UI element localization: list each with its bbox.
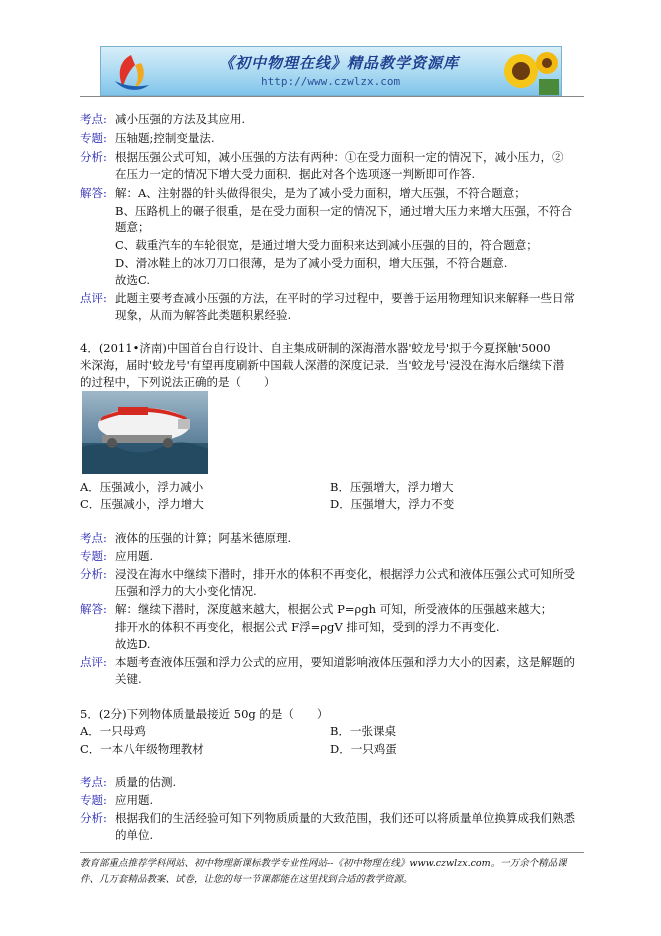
option-b: B．一张课桌 bbox=[330, 724, 396, 738]
dianping-label: 点评: bbox=[80, 291, 107, 305]
kaodian-text: 质量的估测. bbox=[115, 775, 177, 789]
dianping-text: 本题考查液体压强和浮力公式的应用，要知道影响液体压强和浮力大小的因素，这是解题的 bbox=[115, 655, 575, 669]
kaodian-label: 考点: bbox=[80, 531, 107, 545]
jieda-text: 排开水的体积不再变化，根据公式 F浮=ρgV 排可知，受到的浮力不再变化. bbox=[115, 620, 500, 634]
option-a: A．一只母鸡 bbox=[80, 724, 146, 738]
question-stem: 的过程中，下列说法正确的是（ ） bbox=[80, 375, 276, 389]
dianping-text: 现象，从而为解答此类题积累经验. bbox=[115, 308, 292, 322]
jieda-text: 题意； bbox=[115, 220, 150, 234]
jieda-text: D、滑冰鞋上的冰刀刀口很薄，是为了减小受力面积，增大压强，不符合题意. bbox=[115, 256, 508, 270]
question-stem: 米深海，届时'蛟龙号'有望再度刷新中国载人深潜的深度记录．当'蛟龙号'浸没在海水后继续下潜 bbox=[80, 358, 565, 372]
site-logo-icon bbox=[109, 51, 153, 93]
banner-title: 《初中物理在线》精品教学资源库 bbox=[219, 54, 460, 72]
submersible-photo bbox=[82, 391, 208, 474]
kaodian-text: 液体的压强的计算；阿基米德原理. bbox=[115, 531, 292, 545]
fenxi-text: 压强和浮力的大小变化情况. bbox=[115, 584, 257, 598]
site-banner bbox=[100, 46, 562, 96]
fenxi-label: 分析: bbox=[80, 150, 107, 164]
fenxi-text: 根据我们的生活经验可知下列物质质量的大致范围，我们还可以将质量单位换算成我们熟悉 bbox=[115, 811, 575, 825]
jieda-label: 解答: bbox=[80, 186, 107, 200]
question-stem: 5．(2分)下列物体质量最接近 50g 的是（ ） bbox=[80, 707, 329, 721]
jieda-text: C、载重汽车的车轮很宽，是通过增大受力面积来达到减小压强的目的，符合题意； bbox=[115, 238, 538, 252]
dianping-text: 此题主要考查减小压强的方法，在平时的学习过程中，要善于运用物理知识来解释一些日常 bbox=[115, 291, 575, 305]
zhuanti-text: 应用题. bbox=[115, 549, 154, 563]
dianping-text: 关键. bbox=[115, 672, 142, 686]
submersible-image-icon bbox=[82, 391, 208, 474]
option-c: C．压强减小，浮力增大 bbox=[80, 497, 204, 511]
zhuanti-label: 专题: bbox=[80, 549, 107, 563]
zhuanti-text: 应用题. bbox=[115, 793, 154, 807]
footer-divider bbox=[80, 852, 584, 853]
option-d: D．一只鸡蛋 bbox=[330, 742, 397, 756]
sunflower-icon bbox=[499, 49, 559, 95]
jieda-answer: 故选D. bbox=[115, 637, 151, 651]
banner-url[interactable]: http://www.czwlzx.com bbox=[261, 75, 401, 88]
fenxi-label: 分析: bbox=[80, 811, 107, 825]
zhuanti-label: 专题: bbox=[80, 131, 107, 145]
footer-text: 教育部重点推荐学科网站、初中物理新课标教学专业性网站--《初中物理在线》www.czwlzx.com。一万余个精品课 bbox=[80, 858, 567, 869]
kaodian-label: 考点: bbox=[80, 112, 107, 126]
option-a: A．压强减小，浮力减小 bbox=[80, 480, 204, 494]
kaodian-label: 考点: bbox=[80, 775, 107, 789]
option-c: C．一本八年级物理教材 bbox=[80, 742, 204, 756]
fenxi-text: 根据压强公式可知，减小压强的方法有两种：①在受力面积一定的情况下，减小压力，② bbox=[115, 150, 564, 164]
dianping-label: 点评: bbox=[80, 655, 107, 669]
fenxi-label: 分析: bbox=[80, 567, 107, 581]
question-stem: 4．(2011•济南)中国首台自行设计、自主集成研制的深海潜水器'蛟龙号'拟于今夏探触'5000 bbox=[80, 341, 551, 355]
jieda-label: 解答: bbox=[80, 602, 107, 616]
jieda-text: 解：A、注射器的针头做得很尖，是为了减小受力面积，增大压强，不符合题意； bbox=[115, 186, 526, 200]
kaodian-text: 减小压强的方法及其应用. bbox=[115, 112, 246, 126]
zhuanti-label: 专题: bbox=[80, 793, 107, 807]
jieda-text: 解：继续下潜时，深度越来越大，根据公式 P=ρgh 可知，所受液体的压强越来越大； bbox=[115, 602, 553, 616]
option-b: B．压强增大，浮力增大 bbox=[330, 480, 454, 494]
fenxi-text: 浸没在海水中继续下潜时，排开水的体积不再变化，根据浮力公式和液体压强公式可知所受 bbox=[115, 567, 575, 581]
jieda-text: B、压路机上的碾子很重，是在受力面积一定的情况下，通过增大压力来增大压强，不符合 bbox=[115, 204, 572, 218]
option-d: D．压强增大，浮力不变 bbox=[330, 497, 455, 511]
zhuanti-text: 压轴题;控制变量法. bbox=[115, 131, 215, 145]
jieda-answer: 故选C. bbox=[115, 273, 151, 287]
header-divider bbox=[80, 96, 584, 97]
fenxi-text: 在压力一定的情况下增大受力面积．据此对各个选项逐一判断即可作答. bbox=[115, 167, 476, 181]
fenxi-text: 的单位. bbox=[115, 828, 154, 842]
footer-text: 件、几万套精品教案、试卷，让您的每一节课都能在这里找到合适的教学资源。 bbox=[80, 874, 413, 885]
